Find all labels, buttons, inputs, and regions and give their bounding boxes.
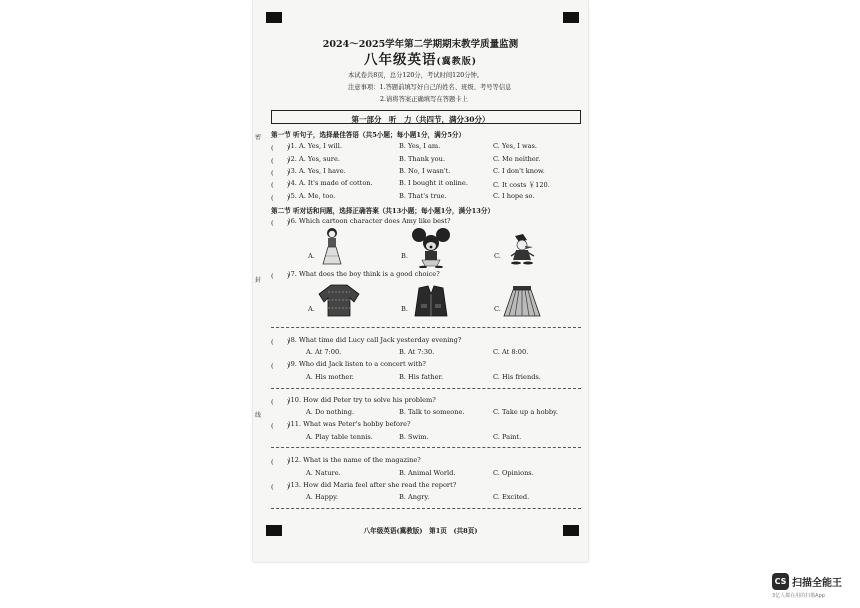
- option-a: A. At 7:00.: [306, 348, 342, 356]
- divider: [271, 388, 581, 389]
- answer-blank[interactable]: ( ): [271, 483, 290, 491]
- option-b: B. Swim.: [399, 433, 429, 441]
- part-title: 第一部分 听 力（共四节，满分30分）: [351, 115, 490, 124]
- answer-blank[interactable]: ( ): [271, 169, 290, 177]
- page-footer: 八年级英语(冀教版) 第1页 (共8页): [363, 527, 478, 535]
- question-stem: )8. What time did Lucy call Jack yesterday evening?: [288, 336, 462, 344]
- question-option-b: B. Yes, I am.: [399, 142, 441, 150]
- exam-title: 2024～2025学年第二学期期末教学质量监测: [322, 39, 519, 50]
- question-option-a: )4. A. It's made of cotton.: [288, 179, 373, 187]
- question-stem: )13. How did Maria feel after she read the report?: [288, 481, 457, 489]
- binding-mark-seal: 封: [255, 277, 262, 284]
- option-a-label: A.: [308, 252, 315, 260]
- registration-mark: [563, 12, 579, 23]
- question-row: [271, 336, 581, 347]
- jacket-picture[interactable]: [413, 284, 449, 318]
- question-stem: )10. How did Peter try to solve his problem?: [288, 396, 436, 404]
- question-option-a: )1. A. Yes, I will.: [288, 142, 342, 150]
- exam-page: [253, 0, 588, 562]
- princess-picture[interactable]: [317, 226, 347, 266]
- question-stem: )6. Which cartoon character does Amy like best?: [288, 217, 451, 225]
- option-b: B. Talk to someone.: [399, 408, 465, 416]
- section2-title: 第二节 听对话和问题，选择正确答案（共13小题；每小题1分，满分13分）: [271, 207, 495, 215]
- question-row: [271, 192, 581, 203]
- option-c: C. Opinions.: [493, 469, 534, 477]
- answer-blank[interactable]: ( ): [271, 144, 290, 152]
- mouse-cartoon-picture[interactable]: [410, 226, 452, 268]
- question-option-a: )3. A. Yes, I have.: [288, 167, 346, 175]
- question-stem: )11. What was Peter's hobby before?: [288, 420, 411, 428]
- question-row: [271, 142, 581, 153]
- question-row: [271, 420, 581, 431]
- option-a: A. Nature.: [306, 469, 341, 477]
- question-option-b: B. I bought it online.: [399, 179, 468, 187]
- question-option-c: C. I hope so.: [493, 192, 535, 200]
- answer-blank[interactable]: ( ): [271, 219, 290, 227]
- answer-blank[interactable]: ( ): [271, 157, 290, 165]
- question-row: [271, 481, 581, 492]
- option-a: A. His mother.: [306, 373, 354, 381]
- question-row: [271, 456, 581, 467]
- question-option-b: B. Thank you.: [399, 155, 445, 163]
- question-row: [271, 167, 581, 178]
- answer-blank[interactable]: ( ): [271, 272, 290, 280]
- question-row: [271, 155, 581, 166]
- registration-mark: [266, 12, 282, 23]
- option-b: B. His father.: [399, 373, 444, 381]
- option-a: A. Do nothing.: [306, 408, 355, 416]
- question-option-a: )5. A. Me, too.: [288, 192, 336, 200]
- option-row: [271, 433, 581, 444]
- sweater-picture[interactable]: [317, 282, 361, 318]
- question-option-b: B. That's true.: [399, 192, 447, 200]
- camscanner-logo-icon: CS: [772, 573, 789, 590]
- option-b: B. Animal World.: [399, 469, 456, 477]
- question-stem: )9. Who did Jack listen to a concert with?: [288, 360, 426, 368]
- question-option-b: B. No, I wasn't.: [399, 167, 451, 175]
- answer-blank[interactable]: ( ): [271, 181, 290, 189]
- binding-mark-seal: 密: [255, 134, 262, 141]
- question-row: [271, 360, 581, 371]
- option-b: B. At 7:30.: [399, 348, 435, 356]
- watermark-title: 扫描全能王: [792, 578, 842, 589]
- question-stem: )12. What is the name of the magazine?: [288, 456, 421, 464]
- option-b: B. Angry.: [399, 493, 430, 501]
- option-a: A. Happy.: [306, 493, 339, 501]
- section1-title: 第一节 听句子，选择最佳答语（共5小题；每小题1分，满分5分）: [271, 131, 466, 139]
- option-c: C. At 8:00.: [493, 348, 529, 356]
- edition-label: (冀教版): [436, 57, 478, 67]
- duck-cartoon-picture[interactable]: [505, 232, 539, 266]
- option-row: [271, 493, 581, 504]
- question-row: [271, 179, 581, 190]
- option-c: C. Paint.: [493, 433, 522, 441]
- exam-info-line: 2.请将答案正确填写在答题卡上: [380, 96, 468, 103]
- question-row: [271, 396, 581, 407]
- option-c-label: C.: [494, 305, 501, 313]
- answer-blank[interactable]: ( ): [271, 422, 290, 430]
- question-option-c: C. Me neither.: [493, 155, 541, 163]
- exam-info-line: 注意事项：1.答题前填写好自己的姓名、班级、考号等信息: [348, 84, 512, 91]
- answer-blank[interactable]: ( ): [271, 362, 290, 370]
- option-c-label: C.: [494, 252, 501, 260]
- exam-info-line: 本试卷共8页，总分120分，考试时间120分钟。: [348, 72, 484, 79]
- question-option-c: C. It costs ￥120.: [493, 181, 550, 189]
- divider: [271, 447, 581, 448]
- question-option-c: C. Yes, I was.: [493, 142, 538, 150]
- question-stem: )7. What does the boy think is a good choice?: [288, 270, 440, 278]
- option-row: [271, 348, 581, 359]
- option-row: [271, 469, 581, 480]
- subject-name: 八年级英语: [363, 52, 437, 68]
- answer-blank[interactable]: ( ): [271, 458, 290, 466]
- binding-mark-line: 线: [255, 412, 262, 419]
- question-option-c: C. I don't know.: [493, 167, 545, 175]
- subject-title: [253, 48, 588, 68]
- watermark-subtitle: 3亿人都在用的扫描App: [772, 593, 825, 599]
- divider: [271, 508, 581, 509]
- option-c: C. His friends.: [493, 373, 541, 381]
- divider: [271, 327, 581, 328]
- answer-blank[interactable]: ( ): [271, 398, 290, 406]
- skirt-picture[interactable]: [503, 284, 541, 318]
- option-row: [271, 408, 581, 419]
- question-row: [271, 270, 581, 281]
- option-row: [271, 373, 581, 384]
- option-c: C. Excited.: [493, 493, 530, 501]
- answer-blank[interactable]: ( ): [271, 338, 290, 346]
- answer-blank[interactable]: ( ): [271, 194, 290, 202]
- option-a-label: A.: [308, 305, 315, 313]
- option-b-label: B.: [401, 305, 408, 313]
- question-option-a: )2. A. Yes, sure.: [288, 155, 340, 163]
- scanner-watermark: [772, 572, 846, 602]
- option-c: C. Take up a hobby.: [493, 408, 559, 416]
- option-b-label: B.: [401, 252, 408, 260]
- option-a: A. Play table tennis.: [306, 433, 373, 441]
